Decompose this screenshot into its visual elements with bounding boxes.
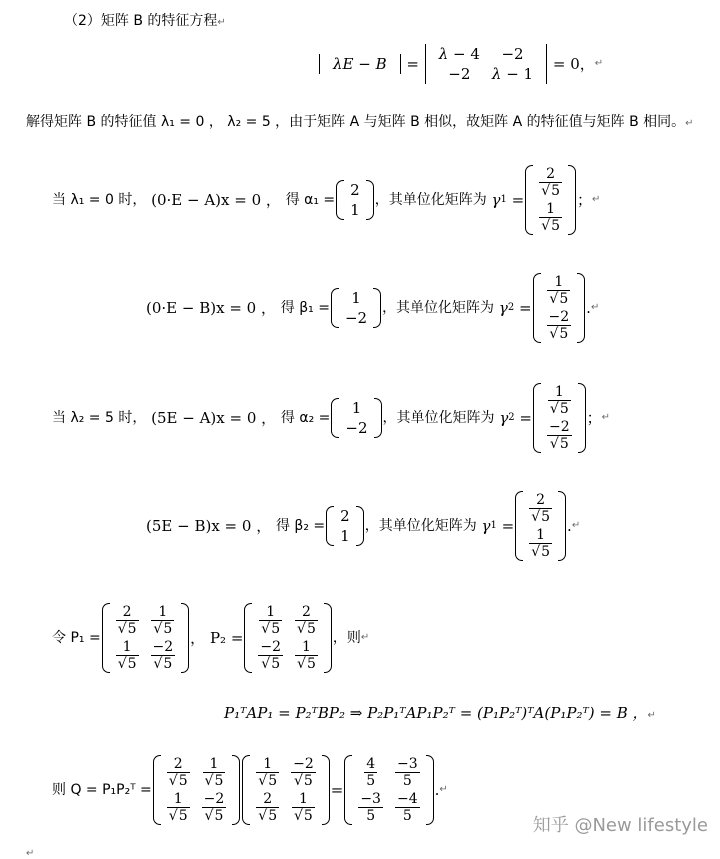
case2-alpha: 当 λ₂ = 5 时， (5E − A)x = 0 ， 得 α₂ = 1 −2 ，其单位化矩阵为 γ 2 = $\frac{1}{√5}$ $\frac{-2}{√5}$ ； ↵ (52, 384, 611, 452)
case2-beta: (5E − B)x = 0 ， 得 β₂ = 2 1 ，其单位化矩阵为 γ 1 = $\frac{2}{√5}$ $\frac{1}{√5}$ . ↵ (146, 492, 581, 560)
p-matrices: 令 P₁ = $\frac{2}{√5}$ $\frac{1}{√5}$ $\frac{1}{√5}$ $\frac{-2}{√5}$ ， P₂ = $\frac{1}{√5}$ $\frac{2}{√5}$ $\frac{-2}{√5}$ $\frac{1}{√5}$ ，则 ↵ (52, 604, 370, 672)
q-computation: 则 Q = P₁P₂ᵀ = $\frac{2}{√5}$ $\frac{1}{√5}$ $\frac{1}{√5}$ $\frac{-2}{√5}$ $\frac{1}{√5}$ $\frac{-2}{√5}$ $\frac{2}{√5}$ $\frac{1}{√5}$ = $\frac{4}{5}$ $\frac{-3}{5}$ $\frac{-3}{5}$ $\frac{-4}{5}$ . ↵ (52, 756, 448, 824)
case1-beta: (0·E − B)x = 0 ， 得 β₁ = 1 −2 ，其单位化矩阵为 γ 2 = $\frac{1}{√5}$ $\frac{-2}{√5}$ . ↵ (146, 274, 600, 342)
case1-alpha: 当 λ₁ = 0 时， (0·E − A)x = 0 ， 得 α₁ = 2 1 ，其单位化矩阵为 γ 1 = $\frac{2}{√5}$ $\frac{1}{√5}$ ； ↵ (52, 166, 601, 234)
similarity-identity: P₁ᵀAP₁ = P₂ᵀBP₂ ⇒ P₂P₁ᵀAP₁P₂ᵀ = (P₁P₂ᵀ)ᵀA(P₁P₂ᵀ) = B ，↵ (224, 704, 656, 722)
watermark: 知乎 @New lifestyle (532, 815, 708, 836)
eigenvalue-sentence: 解得矩阵 B 的特征值 λ₁ = 0 ， λ₂ = 5 ，由于矩阵 A 与矩阵 B 相似，故矩阵 A 的特征值与矩阵 B 相同。↵ (26, 114, 694, 130)
characteristic-equation: λE − B = λ − 4 −2 −2 λ − 1 = 0，↵ (318, 44, 603, 90)
paragraph-mark: ↵ (26, 848, 35, 859)
heading: （2）矩阵 B 的特征方程↵ (64, 13, 226, 29)
